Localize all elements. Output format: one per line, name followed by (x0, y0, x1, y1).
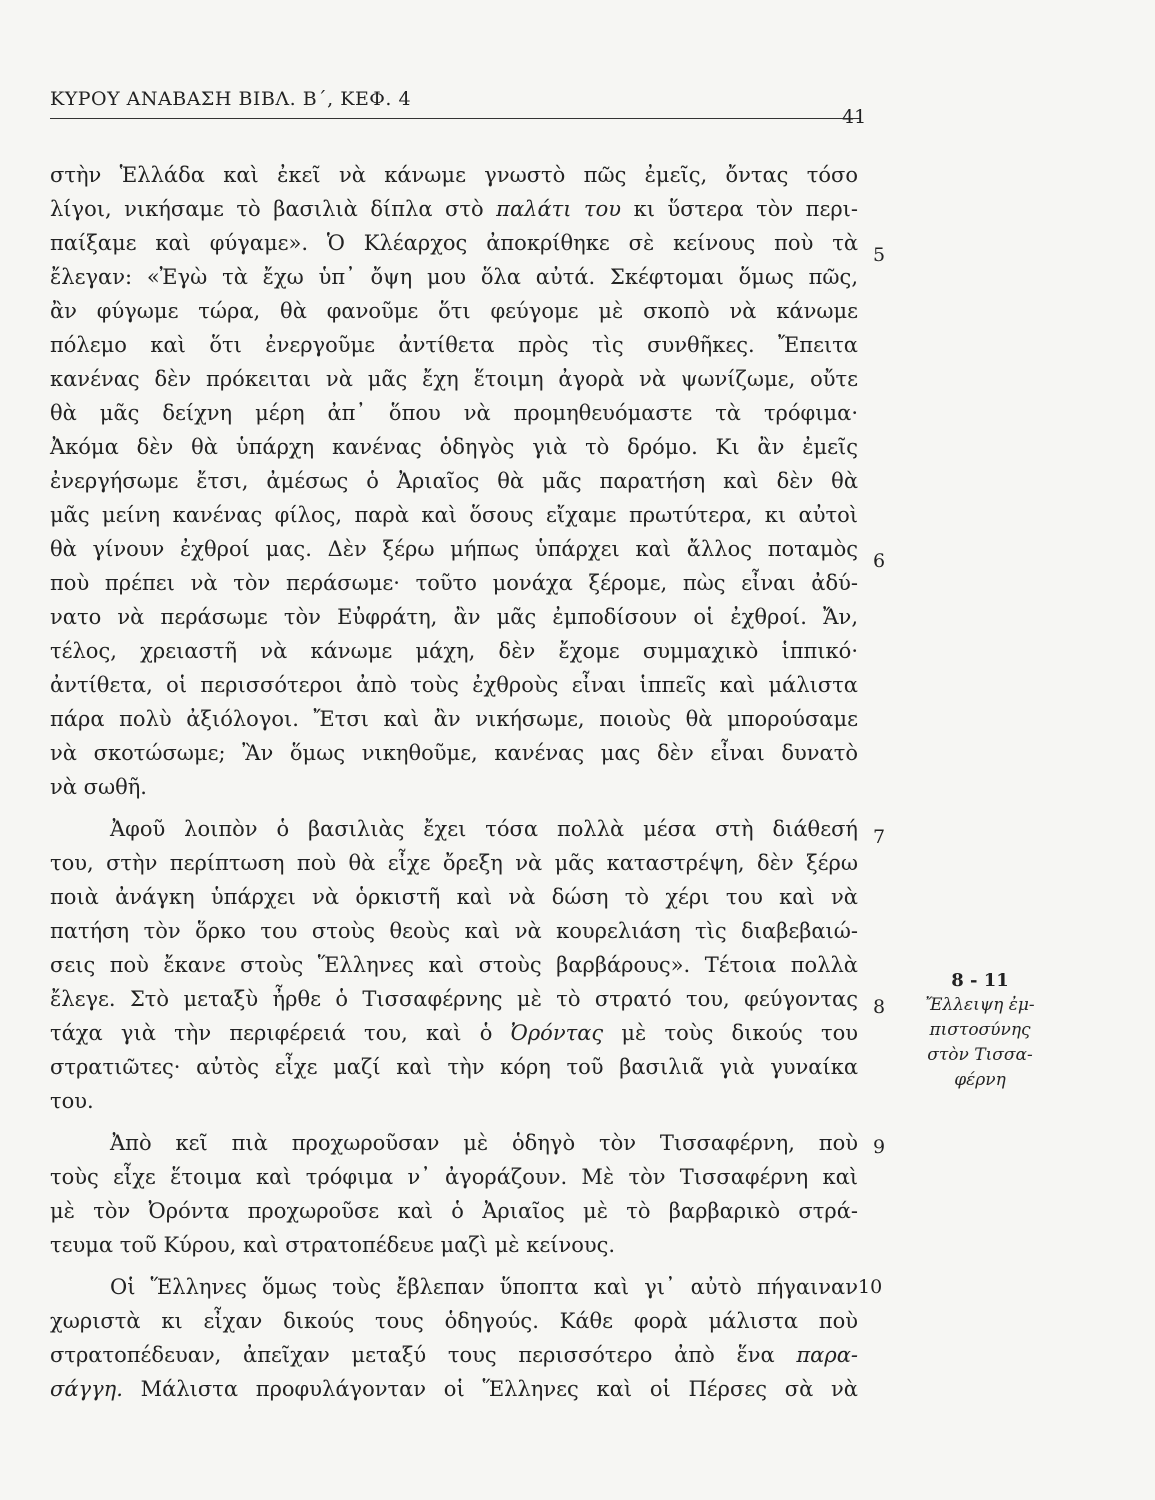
text-line: ἔλεγαν: «Ἐγὼ τὰ ἔχω ὑπ᾽ ὄψη μου ὅλα αὐτά. Σκέφτομαι ὅμως πῶς, (50, 265, 858, 289)
text-line: του, στὴν περίπτωση ποὺ θὰ εἶχε ὄρεξη νὰ μᾶς καταστρέψη, δὲν ξέρω (50, 851, 858, 875)
margin-note-line: πιστοσύνης (929, 1020, 1031, 1040)
text-line: στρατιῶτες· αὐτὸς εἶχε μαζί καὶ τὴν κόρη τοῦ βασιλιᾶ γιὰ γυναίκα (50, 1055, 858, 1079)
margin-note-line: φέρνη (954, 1070, 1006, 1090)
section-number: 5 (873, 244, 886, 266)
text-line: μᾶς μείνη κανένας φίλος, παρὰ καὶ ὅσους εἴχαμε πρωτύτερα, κι αὐτοὶ (50, 503, 858, 527)
section-number: 9 (873, 1136, 886, 1158)
margin-note (905, 968, 1055, 1093)
section-number: 7 (873, 826, 886, 848)
text-line: νατο νὰ περάσωμε τὸν Εὐφράτη, ἂν μᾶς ἐμποδίσουν οἱ ἐχθροί. Ἄν, (50, 605, 858, 629)
text-line: ἐνεργήσωμε ἔτσι, ἀμέσως ὁ Ἀριαῖος θὰ μᾶς παρατήση καὶ δὲν θὰ (50, 469, 858, 493)
text-line: Ἀπὸ κεῖ πιὰ προχωροῦσαν μὲ ὁδηγὸ τὸν Τισσαφέρνη, ποὺ (110, 1131, 858, 1155)
text-line: θὰ γίνουν ἐχθροί μας. Δὲν ξέρω μήπως ὑπάρχει καὶ ἄλλος ποταμὸς (50, 537, 858, 561)
page-number: 41 (842, 106, 867, 128)
text-line: θὰ μᾶς δείχνη μέρη ἀπ᾽ ὅπου νὰ προμηθευόμαστε τὰ τρόφιμα· (50, 401, 858, 425)
text-line: σάγγη. Μάλιστα προφυλάγονταν οἱ Ἕλληνες καὶ οἱ Πέρσες σὰ νὰ (50, 1377, 858, 1401)
italic-word: παρα- (796, 1343, 858, 1367)
text-line: ἔλεγε. Στὸ μεταξὺ ἦρθε ὁ Τισσαφέρνης μὲ τὸ στρατό του, φεύγοντας (50, 987, 858, 1011)
text-line: τέλος, χρειαστῆ νὰ κάνωμε μάχη, δὲν ἔχομε συμμαχικὸ ἱππικό· (50, 639, 858, 663)
text-line: Ἀφοῦ λοιπὸν ὁ βασιλιὰς ἔχει τόσα πολλὰ μέσα στὴ διάθεσή (110, 817, 858, 841)
text-line: παίξαμε καὶ φύγαμε». Ὁ Κλέαρχος ἀποκρίθηκε σὲ κείνους ποὺ τὰ (50, 231, 858, 255)
margin-note-line: Ἔλλειψη ἐμ- (925, 995, 1035, 1015)
text-line: πόλεμο καὶ ὅτι ἐνεργοῦμε ἀντίθετα πρὸς τὶς συνθῆκες. Ἔπειτα (50, 333, 858, 357)
italic-phrase: παλάτι του (496, 197, 622, 221)
section-number: 10 (858, 1276, 883, 1298)
text-line: κανένας δὲν πρόκειται νὰ μᾶς ἔχη ἕτοιμη ἀγορὰ νὰ ψωνίζωμε, οὔτε (50, 367, 858, 391)
italic-name: Ὀρόντας (510, 1021, 604, 1045)
section-number: 8 (873, 996, 886, 1018)
text-line: τοὺς εἶχε ἕτοιμα καὶ τρόφιμα ν᾽ ἀγοράζουν. Μὲ τὸν Τισσαφέρνη καὶ (50, 1165, 858, 1189)
text-line: μὲ τὸν Ὀρόντα προχωροῦσε καὶ ὁ Ἀριαῖος μὲ τὸ βαρβαρικὸ στρά- (50, 1199, 858, 1223)
text-line: ποὺ πρέπει νὰ τὸν περάσωμε· τοῦτο μονάχα ξέρομε, πὼς εἶναι ἀδύ- (50, 571, 858, 595)
text-line: νὰ σωθῆ. (50, 775, 147, 799)
text-line: χωριστὰ κι εἶχαν δικούς τους ὁδηγούς. Κάθε φορὰ μάλιστα ποὺ (50, 1309, 858, 1333)
text-line: σεις ποὺ ἔκανε στοὺς Ἕλληνες καὶ στοὺς βαρβάρους». Τέτοια πολλὰ (50, 953, 858, 977)
text-line: νὰ σκοτώσωμε; Ἂν ὅμως νικηθοῦμε, κανένας μας δὲν εἶναι δυνατὸ (50, 741, 858, 765)
margin-note-range: 8 - 11 (951, 970, 1009, 991)
text-line: στὴν Ἑλλάδα καὶ ἐκεῖ νὰ κάνωμε γνωστὸ πῶς ἐμεῖς, ὄντας τόσο (50, 163, 858, 187)
text-line: ἂν φύγωμε τώρα, θὰ φανοῦμε ὅτι φεύγομε μὲ σκοπὸ νὰ κάνωμε (50, 299, 858, 323)
text-line: του. (50, 1089, 94, 1113)
text-line: πάρα πολὺ ἀξιόλογοι. Ἔτσι καὶ ἂν νικήσωμε, ποιοὺς θὰ μπορούσαμε (50, 707, 858, 731)
italic-word: σάγγη. (50, 1377, 123, 1401)
text-line: πατήση τὸν ὅρκο του στοὺς θεοὺς καὶ νὰ κουρελιάση τὶς διαβεβαιώ- (50, 919, 858, 943)
running-head-title: ΚΥΡΟΥ ΑΝΑΒΑΣΗ ΒΙΒΛ. Β΄, ΚΕΦ. 4 (50, 88, 412, 110)
margin-note-line: στὸν Τισσα- (927, 1045, 1033, 1065)
section-number: 6 (873, 550, 886, 572)
text-line: τάχα γιὰ τὴν περιφέρειά του, καὶ ὁ Ὀρόντας μὲ τοὺς δικούς του (50, 1021, 858, 1045)
text-line: ἀντίθετα, οἱ περισσότεροι ἀπὸ τοὺς ἐχθροὺς εἶναι ἱππεῖς καὶ μάλιστα (50, 673, 858, 697)
text-line: Ἀκόμα δὲν θὰ ὑπάρχη κανένας ὁδηγὸς γιὰ τὸ δρόμο. Κι ἂν ἐμεῖς (50, 435, 858, 459)
text-line: Οἱ Ἕλληνες ὅμως τοὺς ἔβλεπαν ὕποπτα καὶ γι᾽ αὐτὸ πήγαιναν (110, 1275, 858, 1299)
text-line: στρατοπέδευαν, ἀπεῖχαν μεταξύ τους περισσότερο ἀπὸ ἕνα παρα- (50, 1343, 858, 1367)
text-line: λίγοι, νικήσαμε τὸ βασιλιὰ δίπλα στὸ παλάτι του κι ὕστερα τὸν περι- (50, 197, 858, 221)
text-line: τευμα τοῦ Κύρου, καὶ στρατοπέδευε μαζὶ μὲ κείνους. (50, 1233, 616, 1257)
body-text (50, 158, 858, 1406)
text-line: ποιὰ ἀνάγκη ὑπάρχει νὰ ὁρκιστῆ καὶ νὰ δώση τὸ χέρι του καὶ νὰ (50, 885, 858, 909)
running-header (50, 88, 867, 128)
